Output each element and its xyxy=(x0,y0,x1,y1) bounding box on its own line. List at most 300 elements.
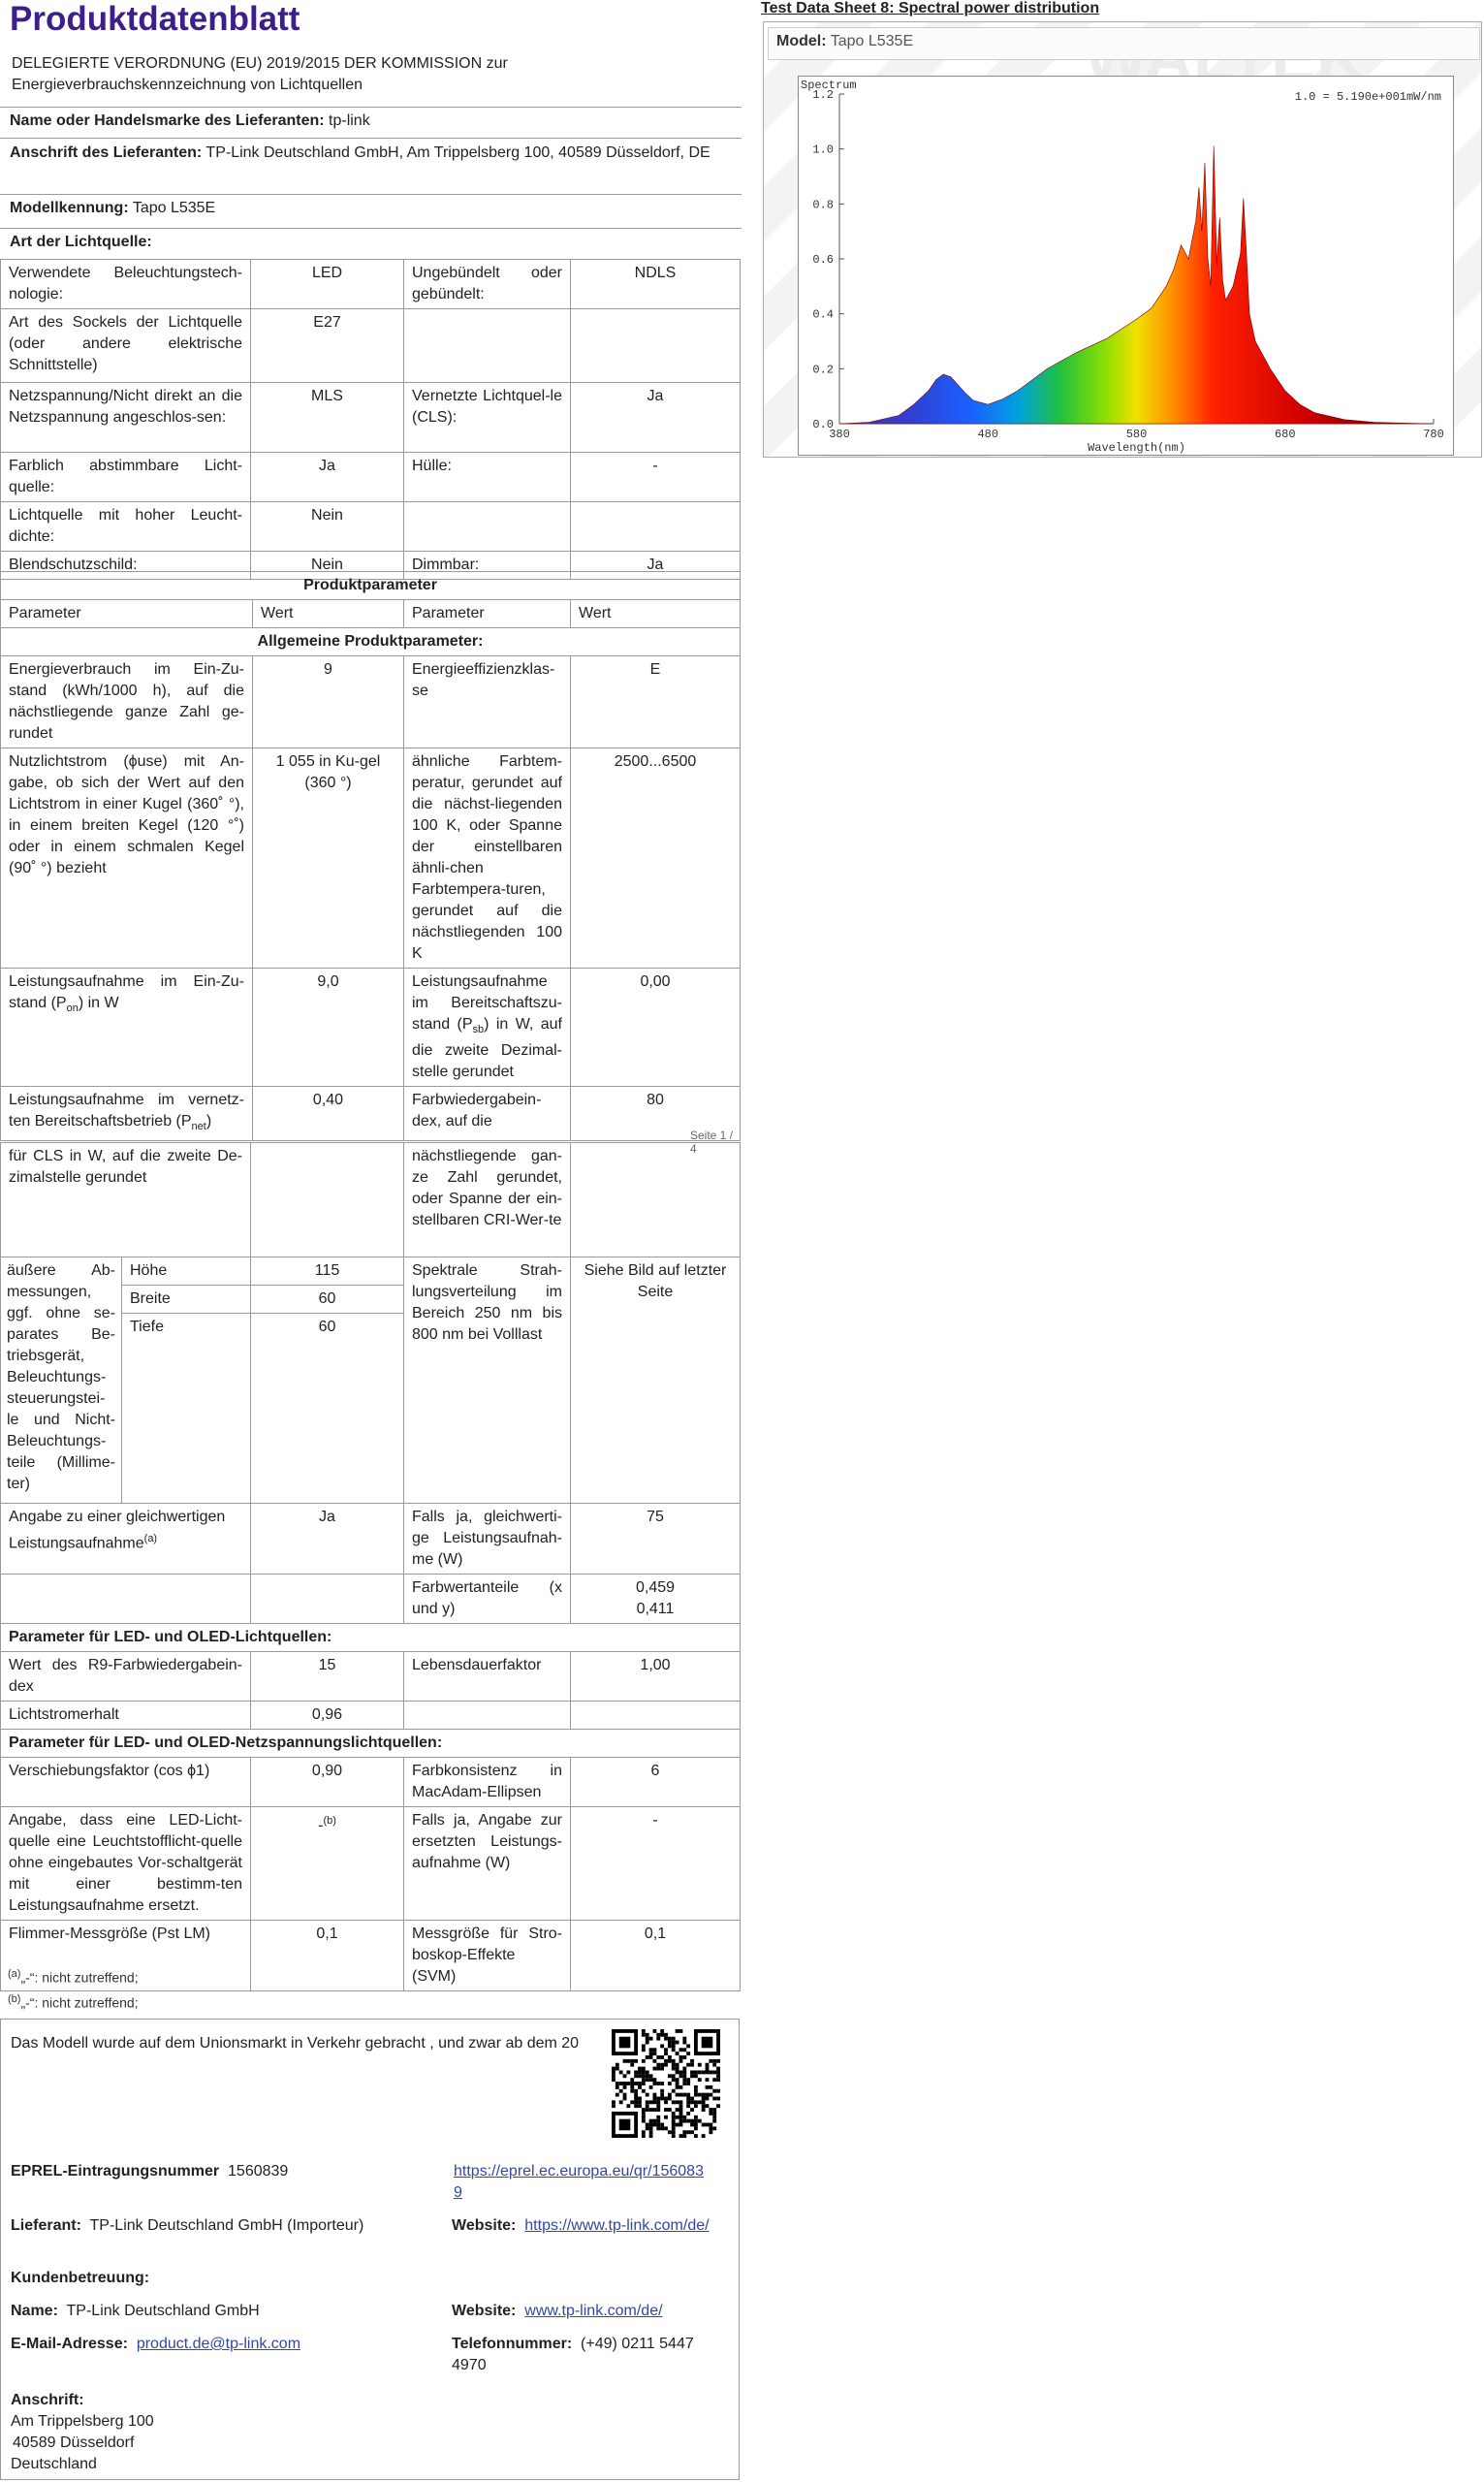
qr-module xyxy=(634,2059,638,2063)
qr-module xyxy=(638,2100,642,2104)
qr-module xyxy=(634,2097,638,2101)
model-value: Tapo L535E xyxy=(132,200,216,216)
qr-module xyxy=(652,2078,656,2082)
table-cell: Messgröße für Stro-boskop-Effekte (SVM) xyxy=(404,1921,571,1991)
table-cell: 0,90 xyxy=(251,1758,404,1807)
qr-module xyxy=(694,2123,698,2127)
qr-module xyxy=(664,2037,668,2041)
qr-module xyxy=(672,2112,676,2116)
qr-module xyxy=(649,2126,653,2130)
scale-note: 1.0 = 5.190e+001mW/nm xyxy=(1294,90,1441,104)
website-row-1 xyxy=(452,2215,733,2237)
qr-module xyxy=(702,2097,706,2101)
table-cell: - xyxy=(571,1807,741,1921)
model-value: Tapo L535E xyxy=(830,33,914,49)
qr-module xyxy=(634,2093,638,2097)
qr-module xyxy=(626,2104,630,2108)
table-row xyxy=(1,309,741,383)
qr-module xyxy=(672,2063,676,2067)
qr-module xyxy=(668,2130,672,2134)
qr-module xyxy=(694,2134,698,2138)
chroma-y: 0,411 xyxy=(636,1601,675,1617)
table-cell: E xyxy=(571,656,741,748)
table-cell: Lebensdauerfaktor xyxy=(404,1652,571,1702)
qr-module xyxy=(682,2134,686,2138)
table-cell xyxy=(404,1702,571,1730)
qr-module xyxy=(706,2104,710,2108)
qr-module xyxy=(679,2055,683,2059)
table-cell: ähnliche Farbtem-peratur, gerundet auf die nächst-liegenden 100 K, oder Spanne der einstellbaren ähnli-chen Farbtempera-turen, gerundet auf die nächstliegenden 100 K xyxy=(404,748,571,969)
qr-module xyxy=(690,2123,694,2127)
table-cell: Blendschutzschild: xyxy=(1,552,251,580)
qr-module xyxy=(712,2119,716,2123)
qr-module xyxy=(638,2097,642,2101)
table-cell: Flimmer-Messgröße (Pst LM) xyxy=(1,1921,251,1991)
y-tick-label: 0.2 xyxy=(812,363,834,377)
subscript: sb xyxy=(472,1024,485,1036)
regulation-subtitle: DELEGIERTE VERORDNUNG (EU) 2019/2015 DER KOMMISSION zur Energieverbrauchskennzeichnung von Lichtquellen xyxy=(12,55,508,93)
qr-module xyxy=(716,2059,720,2063)
dimensions-label: äußere Ab-messungen, ggf. ohne se-parates Be-triebsgerät, Beleuchtungs-steuerungstei-le und Nicht-Beleuchtungs-teile (Millime-ter) xyxy=(1,1257,122,1504)
page-title: Produktdatenblatt xyxy=(10,0,300,38)
qr-module xyxy=(679,2059,683,2063)
qr-module xyxy=(652,2097,656,2101)
qr-module xyxy=(646,2033,649,2037)
qr-module xyxy=(709,2070,712,2074)
qr-module xyxy=(668,2108,672,2112)
address-line-1: Am Trippelsberg 100 xyxy=(11,2413,154,2430)
qr-module xyxy=(702,2104,706,2108)
website-link[interactable]: https://www.tp-link.com/de/ xyxy=(524,2217,710,2234)
eprel-label: EPREL-Eintragungsnummer xyxy=(11,2163,220,2180)
qr-module xyxy=(630,2078,634,2082)
model-label: Model: xyxy=(776,33,827,49)
section-heading: Allgemeine Produktparameter: xyxy=(1,628,741,656)
text: Leistungsaufnahme im vernetz-ten Bereitschaftsbetrieb (P xyxy=(9,1092,244,1130)
table-cell: Nein xyxy=(251,502,404,552)
qr-module xyxy=(672,2041,676,2045)
dimension-value: 115 xyxy=(251,1257,404,1286)
qr-module xyxy=(634,2070,638,2074)
email-link[interactable]: product.de@tp-link.com xyxy=(136,2336,301,2352)
qr-module xyxy=(686,2044,690,2048)
footnote-marker: (b) xyxy=(8,1993,21,2005)
text: Leistungsaufnahme im Bereitschaftszu-stand (P xyxy=(412,973,562,1033)
qr-module xyxy=(649,2119,653,2123)
table-cell: 0,1 xyxy=(571,1921,741,1991)
qr-module xyxy=(686,2119,690,2123)
text: - xyxy=(318,1817,324,1834)
eprel-value: 1560839 xyxy=(228,2163,289,2180)
qr-module xyxy=(646,2041,649,2045)
qr-module xyxy=(646,2093,649,2097)
qr-module xyxy=(679,2074,683,2078)
qr-module xyxy=(672,2119,676,2123)
qr-module xyxy=(672,2123,676,2127)
qr-module xyxy=(646,2074,649,2078)
footnote-text: „-“: nicht zutreffend; xyxy=(20,1994,139,2011)
qr-module xyxy=(690,2119,694,2123)
qr-module xyxy=(642,2089,646,2093)
text: Leistungsaufnahme im Ein-Zu-stand (P xyxy=(9,973,244,1011)
qr-module xyxy=(682,2041,686,2045)
spectrum-chart xyxy=(798,76,1454,456)
x-axis-label: Wavelength(nm) xyxy=(1088,441,1185,455)
qr-module xyxy=(672,2037,676,2041)
qr-module xyxy=(660,2067,664,2071)
qr-module xyxy=(672,2100,676,2104)
qr-module xyxy=(664,2126,668,2130)
qr-module xyxy=(634,2082,638,2085)
spectrum-area xyxy=(839,146,1434,424)
qr-module xyxy=(642,2134,646,2138)
qr-module xyxy=(656,2067,660,2071)
qr-module xyxy=(646,2123,649,2127)
website-link[interactable]: www.tp-link.com/de/ xyxy=(524,2303,663,2319)
qr-module xyxy=(702,2134,706,2138)
qr-module xyxy=(709,2112,712,2116)
qr-module xyxy=(686,2104,690,2108)
subscript: net xyxy=(191,1121,206,1133)
qr-module xyxy=(690,2100,694,2104)
spectrum-model-row xyxy=(768,27,1480,60)
qr-module xyxy=(642,2108,646,2112)
table-cell: Art des Sockels der Lichtquelle (oder andere elektrische Schnittstelle) xyxy=(1,309,251,383)
footnote-marker: (a) xyxy=(8,1968,21,1980)
footnote-text: „-“: nicht zutreffend; xyxy=(20,1969,139,1986)
qr-module xyxy=(672,2134,676,2138)
chroma-x: 0,459 xyxy=(635,1579,676,1596)
qr-module xyxy=(676,2029,679,2033)
qr-module xyxy=(672,2089,676,2093)
table-cell xyxy=(251,1575,404,1624)
qr-module xyxy=(656,2123,660,2127)
qr-module xyxy=(616,2067,619,2071)
qr-module xyxy=(679,2108,683,2112)
qr-module xyxy=(626,2070,630,2074)
qr-module xyxy=(652,2059,656,2063)
column-header: Parameter xyxy=(1,600,253,628)
qr-module xyxy=(612,2100,616,2104)
name-row xyxy=(11,2301,260,2322)
qr-module xyxy=(676,2085,679,2089)
table-cell: 1,00 xyxy=(571,1652,741,1702)
qr-module xyxy=(664,2100,668,2104)
qr-module xyxy=(676,2070,679,2074)
qr-module xyxy=(646,2070,649,2074)
supplier-info-box xyxy=(0,2019,740,2480)
qr-module xyxy=(668,2055,672,2059)
qr-module xyxy=(612,2067,616,2071)
qr-module xyxy=(682,2070,686,2074)
qr-module xyxy=(706,2063,710,2067)
website-label: Website: xyxy=(452,2303,517,2319)
qr-module xyxy=(664,2048,668,2052)
qr-module xyxy=(619,2089,623,2093)
table-cell: 6 xyxy=(571,1758,741,1807)
qr-module xyxy=(682,2082,686,2085)
address-value: TP-Link Deutschland GmbH, Am Trippelsberg 100, 40589 Düsseldorf, DE xyxy=(205,144,710,161)
qr-module xyxy=(664,2059,668,2063)
dimension-name: Breite xyxy=(122,1286,251,1314)
table-cell xyxy=(404,969,571,1087)
y-tick-label: 0.0 xyxy=(812,418,834,431)
qr-module xyxy=(679,2123,683,2127)
qr-module xyxy=(649,2052,653,2055)
qr-module xyxy=(623,2097,627,2101)
phone-value: (+49) 0211 5447 4970 xyxy=(452,2336,694,2373)
table-cell: 0,1 xyxy=(251,1921,404,1991)
table-cell xyxy=(1,1504,251,1575)
qr-module xyxy=(682,2093,686,2097)
qr-module xyxy=(706,2097,710,2101)
supplier-label: Name oder Handelsmarke des Lieferanten: xyxy=(10,112,325,129)
qr-module xyxy=(679,2029,683,2033)
phone-label: Telefonnummer: xyxy=(452,2336,573,2352)
qr-code-icon xyxy=(612,2029,720,2138)
qr-module xyxy=(660,2089,664,2093)
light-source-type-table xyxy=(0,259,741,580)
footnote-ref: (b) xyxy=(323,1815,336,1827)
qr-module xyxy=(660,2055,664,2059)
text: ) in W xyxy=(78,995,119,1011)
qr-module xyxy=(642,2067,646,2071)
qr-module xyxy=(642,2070,646,2074)
address-line-3: Deutschland xyxy=(11,2456,97,2472)
qr-module xyxy=(716,2104,720,2108)
qr-module xyxy=(626,2082,630,2085)
table-row xyxy=(1,383,741,453)
table-cell: 1 055 in Ku-gel (360 °) xyxy=(253,748,404,969)
table-cell: Energieeffizienzklas-se xyxy=(404,656,571,748)
table-cell xyxy=(251,1143,404,1257)
qr-module xyxy=(638,2067,642,2071)
qr-module xyxy=(634,2100,638,2104)
qr-module xyxy=(630,2059,634,2063)
qr-module xyxy=(694,2119,698,2123)
table-cell: Siehe Bild auf letzter Seite xyxy=(571,1257,741,1504)
qr-module xyxy=(698,2100,702,2104)
table-cell: nächstliegende gan-ze Zahl gerundet, oder Spanne der ein-stellbaren CRI-Wer-te xyxy=(404,1143,571,1257)
qr-module xyxy=(656,2104,660,2108)
qr-module xyxy=(702,2123,706,2127)
column-header: Wert xyxy=(571,600,741,628)
qr-module xyxy=(642,2059,646,2063)
address-row xyxy=(0,138,742,196)
qr-module xyxy=(660,2097,664,2101)
qr-module xyxy=(664,2116,668,2119)
table-cell: 9,0 xyxy=(253,969,404,1087)
qr-module xyxy=(652,2048,656,2052)
qr-module xyxy=(642,2044,646,2048)
supplier-value: tp-link xyxy=(329,112,370,129)
qr-module xyxy=(706,2123,710,2127)
qr-module xyxy=(660,2126,664,2130)
table-cell: MLS xyxy=(251,383,404,453)
table-cell: 2500...6500 xyxy=(571,748,741,969)
name-label: Name: xyxy=(11,2303,58,2319)
qr-module xyxy=(706,2070,710,2074)
qr-module xyxy=(679,2093,683,2097)
table-cell: NDLS xyxy=(571,260,741,309)
qr-module xyxy=(638,2104,642,2108)
section-heading: Produktparameter xyxy=(1,572,741,600)
table-row xyxy=(1,502,741,552)
qr-module xyxy=(623,2093,627,2097)
qr-module xyxy=(656,2033,660,2037)
qr-module xyxy=(676,2063,679,2067)
x-tick-label: 380 xyxy=(829,428,850,441)
qr-module xyxy=(660,2093,664,2097)
qr-module xyxy=(709,2126,712,2130)
qr-module xyxy=(646,2104,649,2108)
qr-module xyxy=(694,2116,698,2119)
qr-module xyxy=(716,2070,720,2074)
footnote-ref: (a) xyxy=(143,1533,158,1544)
qr-module xyxy=(623,2085,627,2089)
qr-module xyxy=(706,2093,710,2097)
subscript: on xyxy=(66,1002,79,1015)
qr-module xyxy=(679,2085,683,2089)
qr-module xyxy=(716,2074,720,2078)
qr-module xyxy=(679,2070,683,2074)
spectrum-sheet-title: Test Data Sheet 8: Spectral power distribution xyxy=(761,0,1100,16)
table-cell: Farbwertanteile (x und y) xyxy=(404,1575,571,1624)
qr-module xyxy=(712,2108,716,2112)
qr-module xyxy=(630,2063,634,2067)
name-value: TP-Link Deutschland GmbH xyxy=(66,2303,260,2319)
qr-module xyxy=(660,2063,664,2067)
qr-module xyxy=(690,2108,694,2112)
qr-module xyxy=(686,2097,690,2101)
table-cell: Nein xyxy=(251,552,404,580)
market-text: Das Modell wurde auf dem Unionsmarkt in Verkehr gebracht , und zwar ab dem 20 xyxy=(11,2035,580,2052)
qr-module xyxy=(676,2041,679,2045)
table-cell: Farbkonsistenz in MacAdam-Ellipsen xyxy=(404,1758,571,1807)
qr-module xyxy=(642,2082,646,2085)
y-tick-label: 1.2 xyxy=(812,88,834,102)
qr-module xyxy=(646,2055,649,2059)
qr-module xyxy=(694,2085,698,2089)
qr-module xyxy=(682,2116,686,2119)
qr-module xyxy=(676,2123,679,2127)
table-cell: 0,96 xyxy=(251,1702,404,1730)
qr-module xyxy=(716,2067,720,2071)
qr-module xyxy=(642,2112,646,2116)
qr-module xyxy=(642,2130,646,2134)
eprel-link[interactable]: https://eprel.ec.europa.eu/qr/1560839 xyxy=(454,2163,704,2201)
table-cell xyxy=(1,1087,253,1141)
qr-module xyxy=(712,2116,716,2119)
qr-module xyxy=(649,2108,653,2112)
qr-module xyxy=(612,2078,616,2082)
qr-module xyxy=(660,2033,664,2037)
table-cell: Ja xyxy=(251,453,404,502)
qr-module xyxy=(656,2037,660,2041)
qr-module xyxy=(672,2067,676,2071)
spectrum-plot xyxy=(799,77,1453,455)
qr-module xyxy=(706,2085,710,2089)
table-cell xyxy=(571,1702,741,1730)
text: ) xyxy=(205,1113,212,1130)
qr-module xyxy=(649,2085,653,2089)
qr-module xyxy=(668,2093,672,2097)
qr-module xyxy=(652,2052,656,2055)
qr-module xyxy=(690,2130,694,2134)
qr-module xyxy=(652,2123,656,2127)
qr-module xyxy=(712,2078,716,2082)
table-cell: Dimmbar: xyxy=(404,552,571,580)
qr-module xyxy=(690,2059,694,2063)
qr-module xyxy=(709,2085,712,2089)
qr-module xyxy=(630,2082,634,2085)
qr-module xyxy=(694,2126,698,2130)
qr-module xyxy=(682,2037,686,2041)
footnote-a xyxy=(8,1968,139,1986)
qr-module xyxy=(698,2093,702,2097)
table-cell: 80 xyxy=(571,1087,741,1141)
qr-module xyxy=(612,2104,616,2108)
qr-module xyxy=(642,2078,646,2082)
qr-module xyxy=(649,2130,653,2134)
qr-module xyxy=(712,2112,716,2116)
qr-module xyxy=(630,2100,634,2104)
qr-module xyxy=(656,2097,660,2101)
qr-module xyxy=(676,2078,679,2082)
table-cell: Lichtquelle mit hoher Leucht-dichte: xyxy=(1,502,251,552)
qr-module xyxy=(679,2112,683,2116)
qr-module xyxy=(686,2130,690,2134)
qr-module xyxy=(638,2082,642,2085)
qr-module xyxy=(630,2089,634,2093)
qr-module xyxy=(642,2074,646,2078)
qr-module xyxy=(668,2074,672,2078)
table-cell: Hülle: xyxy=(404,453,571,502)
eprel-row xyxy=(11,2161,288,2182)
qr-module xyxy=(702,2093,706,2097)
qr-module xyxy=(616,2082,619,2085)
qr-module xyxy=(649,2134,653,2138)
x-tick-label: 680 xyxy=(1274,428,1296,441)
qr-module xyxy=(712,2126,716,2130)
qr-module xyxy=(668,2082,672,2085)
table-cell: Ja xyxy=(571,552,741,580)
qr-module xyxy=(682,2074,686,2078)
type-heading-row xyxy=(0,228,742,259)
qr-module xyxy=(652,2108,656,2112)
qr-module xyxy=(682,2119,686,2123)
dimension-name: Tiefe xyxy=(122,1314,251,1504)
qr-module xyxy=(686,2082,690,2085)
dimension-value: 60 xyxy=(251,1286,404,1314)
qr-module xyxy=(672,2078,676,2082)
table-cell: Spektrale Strah-lungsverteilung im Bereich 250 nm bis 800 nm bei Volllast xyxy=(404,1257,571,1504)
qr-module xyxy=(712,2089,716,2093)
table-cell: Verschiebungsfaktor (cos ϕ1) xyxy=(1,1758,251,1807)
table-cell xyxy=(571,1575,741,1624)
qr-module xyxy=(656,2100,660,2104)
qr-module xyxy=(652,2029,656,2033)
table-cell xyxy=(571,502,741,552)
product-parameters-table xyxy=(0,571,741,1141)
qr-module xyxy=(668,2041,672,2045)
qr-module xyxy=(712,2059,716,2063)
qr-module xyxy=(682,2048,686,2052)
qr-module xyxy=(694,2074,698,2078)
qr-module xyxy=(642,2048,646,2052)
qr-module xyxy=(619,2070,623,2074)
qr-module xyxy=(672,2074,676,2078)
